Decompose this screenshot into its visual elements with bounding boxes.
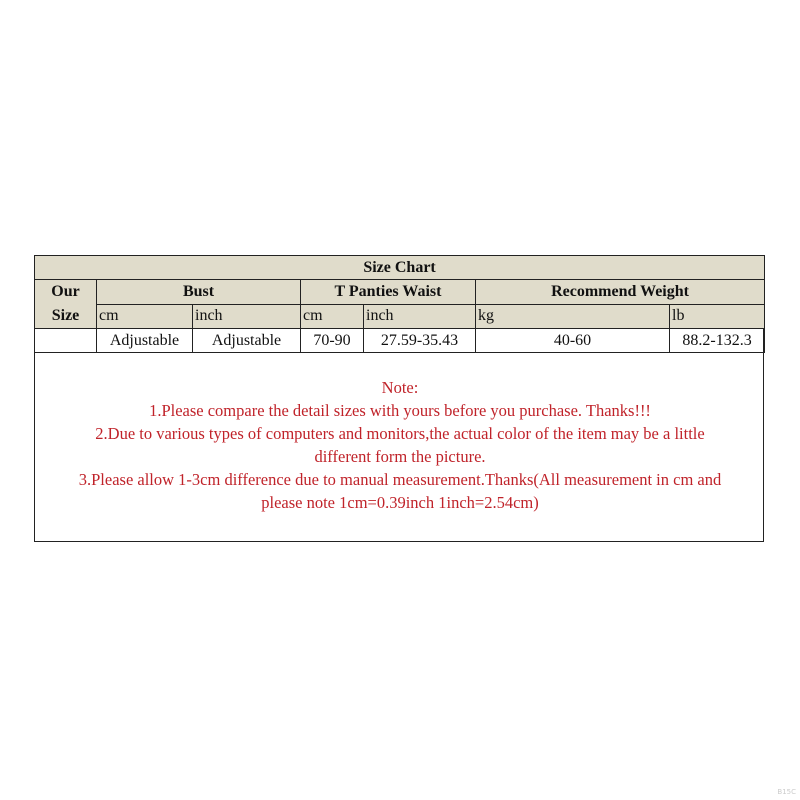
note-line-1: 1.Please compare the detail sizes with yours before you purchase. Thanks!!!	[149, 401, 651, 420]
cell-bust-cm: Adjustable	[97, 329, 193, 353]
waist-header: T Panties Waist	[301, 280, 476, 305]
size-chart-table	[34, 255, 765, 353]
notes-section	[35, 376, 765, 514]
weight-header: Recommend Weight	[476, 280, 765, 305]
cell-our-size	[35, 329, 97, 353]
note-line-2a: 2.Due to various types of computers and monitors,the actual color of the item may be a little	[95, 424, 705, 443]
unit-waist-inch: inch	[364, 304, 476, 329]
cell-weight-lb: 88.2-132.3	[670, 329, 765, 353]
watermark: B15C	[777, 788, 796, 796]
note-heading: Note:	[381, 378, 419, 397]
size-chart	[34, 255, 764, 542]
cell-weight-kg: 40-60	[476, 329, 670, 353]
note-line-3b: please note 1cm=0.39inch 1inch=2.54cm)	[261, 493, 539, 512]
note-line-3a: 3.Please allow 1-3cm difference due to manual measurement.Thanks(All measurement in cm and	[78, 470, 722, 489]
title-row	[35, 256, 765, 280]
our-size-line2: Size	[51, 307, 80, 324]
unit-weight-lb: lb	[670, 304, 765, 329]
our-size-header	[35, 280, 97, 329]
our-size-line1: Our	[51, 283, 80, 300]
cell-waist-inch: 27.59-35.43	[364, 329, 476, 353]
table-row	[35, 329, 765, 353]
size-chart-title: Size Chart	[35, 256, 765, 280]
unit-weight-kg: kg	[476, 304, 670, 329]
cell-bust-inch: Adjustable	[193, 329, 301, 353]
cell-waist-cm: 70-90	[301, 329, 364, 353]
unit-row	[35, 304, 765, 329]
header-row	[35, 280, 765, 305]
note-line-2b: different form the picture.	[314, 447, 486, 466]
unit-waist-cm: cm	[301, 304, 364, 329]
unit-bust-cm: cm	[97, 304, 193, 329]
bust-header: Bust	[97, 280, 301, 305]
unit-bust-inch: inch	[193, 304, 301, 329]
